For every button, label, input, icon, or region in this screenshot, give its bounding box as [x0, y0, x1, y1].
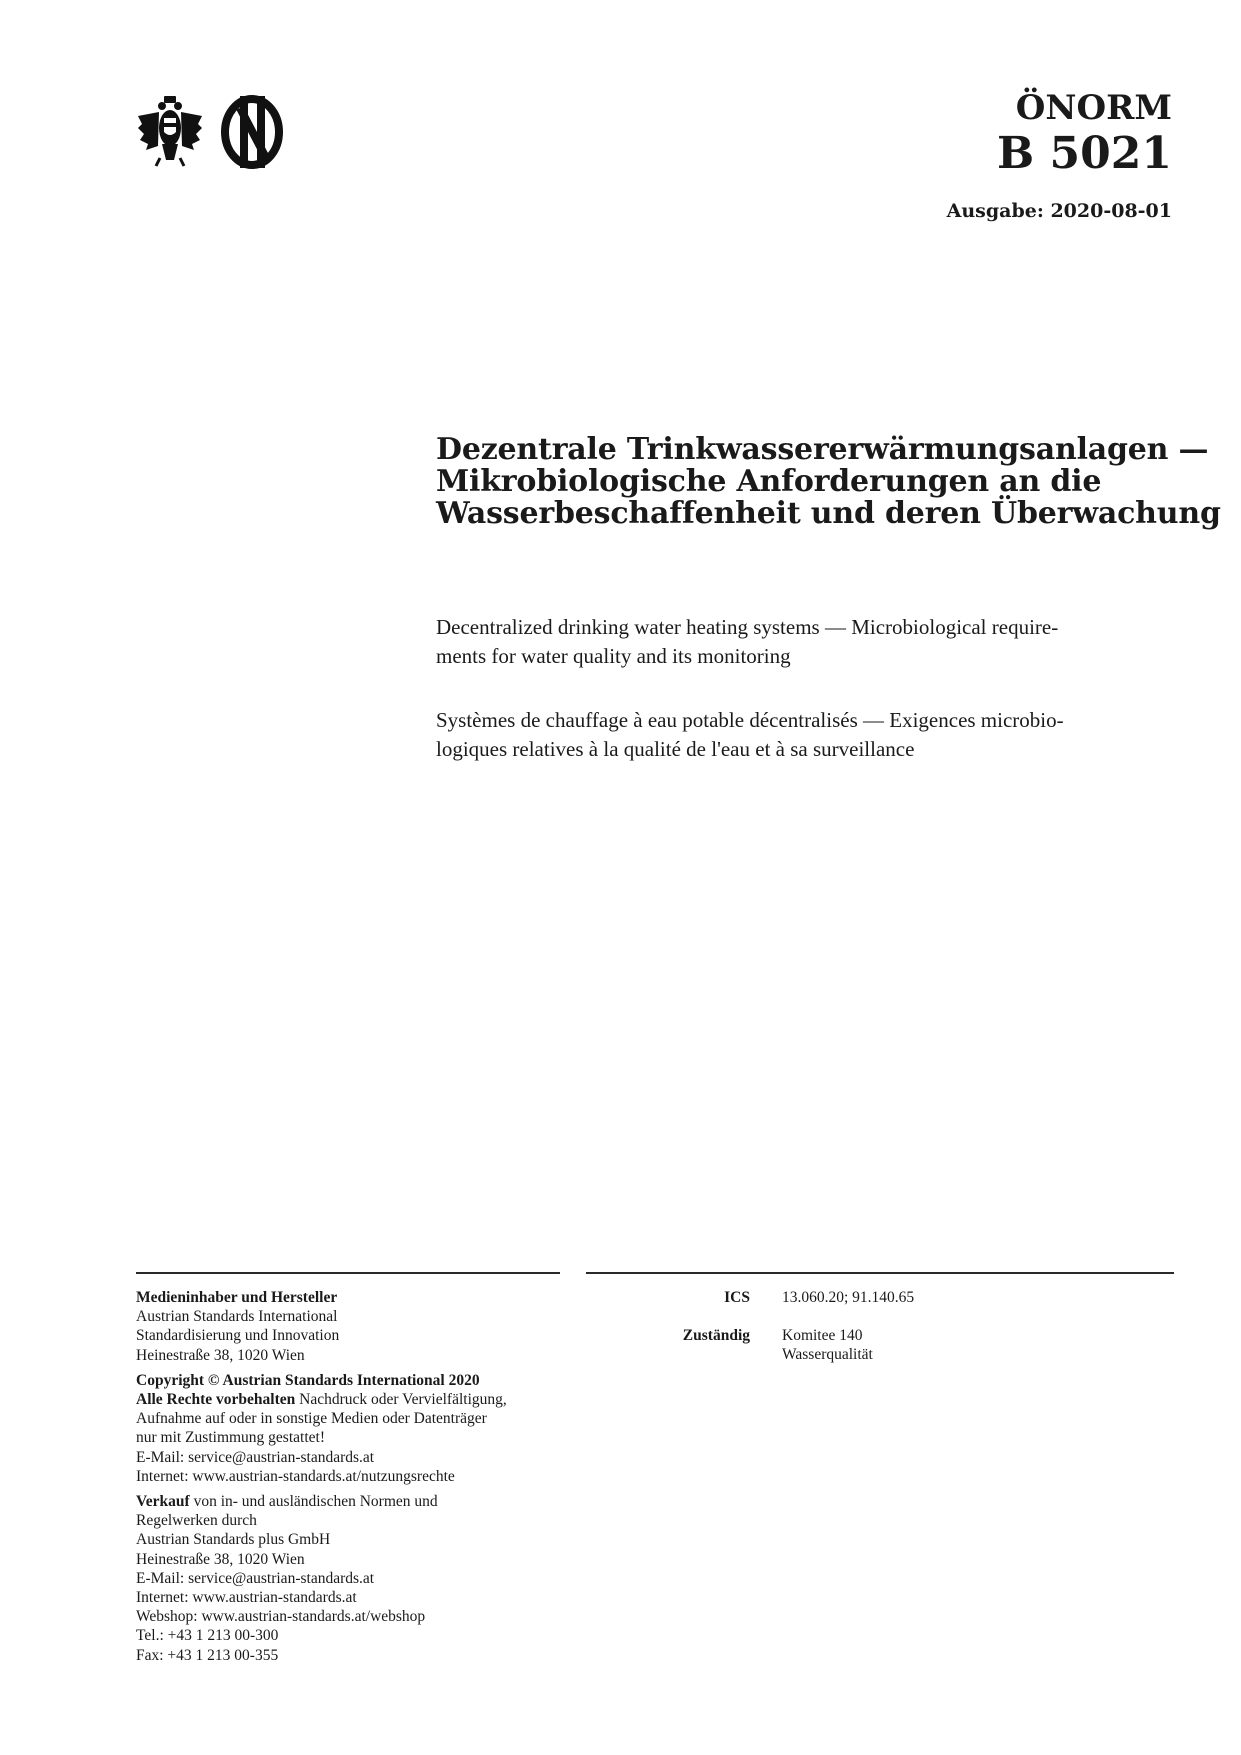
rights-bold: Alle Rechte vorbehalten [136, 1391, 296, 1409]
publisher-line: Heinestraße 38, 1020 Wien [136, 1346, 305, 1364]
title-line: ments for water quality and its monitoring [436, 644, 791, 668]
on-logo-icon [225, 96, 279, 168]
publisher-line: Austrian Standards International [136, 1308, 338, 1326]
title-line: Dezentrale Trinkwassererwärmungsanlagen — [436, 432, 1209, 467]
publisher-heading: Medieninhaber und Hersteller [136, 1289, 338, 1306]
logos [136, 94, 296, 170]
document-meta [600, 1288, 1180, 1384]
title-line: Decentralized drinking water heating systems — Microbiological require- [436, 615, 1059, 639]
rights-text: Nachdruck oder Vervielfältigung, [295, 1391, 507, 1409]
sales-email[interactable]: E-Mail: service@austrian-standards.at [136, 1569, 375, 1587]
sales-internet[interactable]: Internet: www.austrian-standards.at [136, 1589, 357, 1607]
imprint [136, 1288, 576, 1671]
rights-internet[interactable]: Internet: www.austrian-standards.at/nutzungsrechte [136, 1467, 455, 1485]
ics-row [600, 1288, 1180, 1307]
divider-right [586, 1272, 1174, 1274]
norm-number: B 5021 [997, 128, 1172, 179]
sales-line: Austrian Standards plus GmbH [136, 1531, 331, 1549]
sales-tel: Tel.: +43 1 213 00-300 [136, 1627, 279, 1645]
publisher-line: Standardisierung und Innovation [136, 1327, 340, 1345]
sales-text: von in- und ausländischen Normen und [189, 1493, 438, 1511]
ics-value: 13.060.20; 91.140.65 [782, 1289, 915, 1306]
rights-line: nur mit Zustimmung gestattet! [136, 1429, 325, 1447]
responsible-line: Wasserqualität [782, 1346, 873, 1364]
responsible-line: Komitee 140 [782, 1327, 863, 1345]
sales-webshop[interactable]: Webshop: www.austrian-standards.at/webshop [136, 1608, 426, 1626]
sales-bold: Verkauf [136, 1493, 190, 1511]
title-english [436, 613, 1176, 671]
sales-line: Regelwerken durch [136, 1512, 257, 1530]
copyright-heading: Copyright © Austrian Standards International 2020 [136, 1371, 480, 1389]
norm-designation [997, 88, 1172, 180]
logo-group [136, 94, 296, 170]
ics-label: ICS [724, 1289, 750, 1306]
publisher-block [136, 1288, 576, 1365]
sales-line: Heinestraße 38, 1020 Wien [136, 1550, 305, 1568]
austrian-eagle-icon [138, 96, 202, 166]
norm-label: ÖNORM [1015, 88, 1172, 128]
title-line: Wasserbeschaffenheit und deren Überwachung [436, 496, 1221, 531]
rights-line: Aufnahme auf oder in sonstige Medien oder Datenträger [136, 1410, 487, 1428]
title-french [436, 706, 1176, 764]
title-line: Systèmes de chauffage à eau potable décentralisés — Exigences microbio- [436, 708, 1064, 732]
rights-email[interactable]: E-Mail: service@austrian-standards.at [136, 1448, 375, 1466]
edition-date: Ausgabe: 2020-08-01 [946, 200, 1172, 222]
title-line: logiques relatives à la qualité de l'eau et à sa surveillance [436, 737, 915, 761]
responsible-label: Zuständig [682, 1327, 750, 1345]
title-line: Mikrobiologische Anforderungen an die [436, 464, 1102, 499]
divider-left [136, 1272, 560, 1274]
document-title-german [436, 432, 1221, 531]
responsible-row [600, 1326, 1180, 1364]
sales-block [136, 1492, 576, 1665]
copyright-block [136, 1371, 576, 1486]
sales-fax: Fax: +43 1 213 00-355 [136, 1646, 279, 1664]
